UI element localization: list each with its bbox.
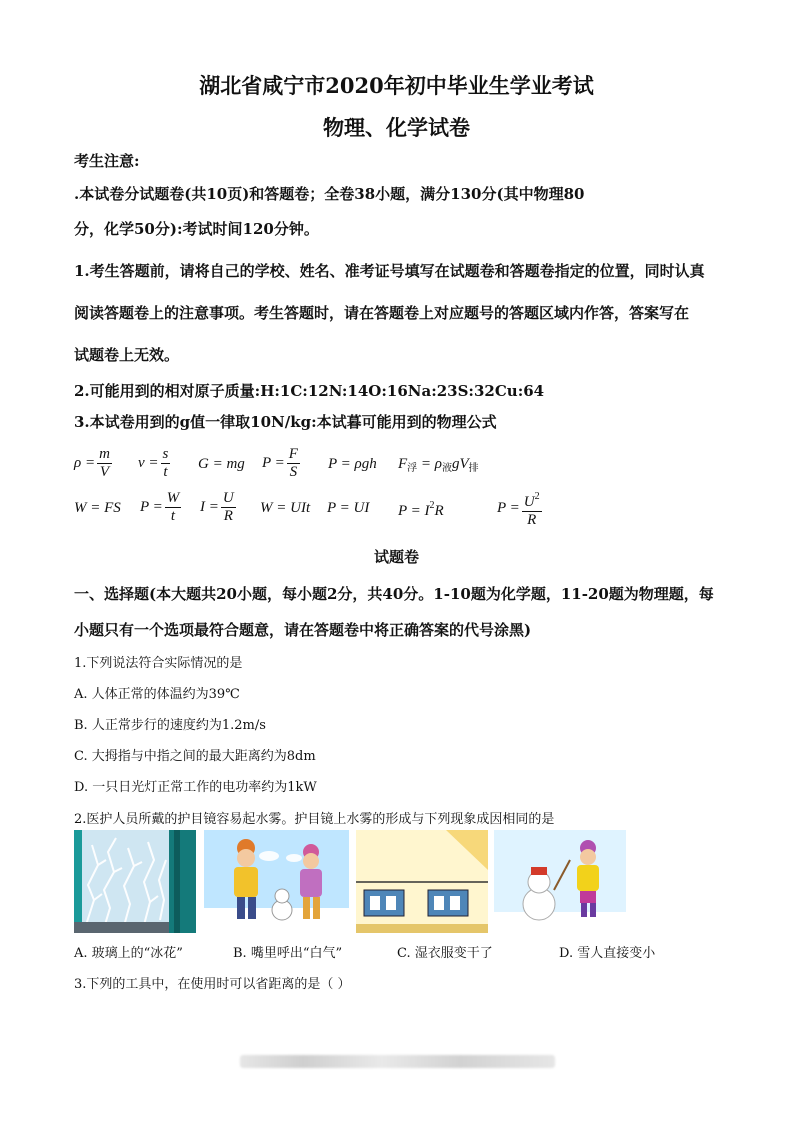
question-1-option-a: A. 人体正常的体温约为39℃ <box>74 687 240 702</box>
formula-density: ρ = $\frac{m}{V}$ <box>74 446 110 480</box>
formula-gravity: G = mg <box>198 456 245 472</box>
formula-buoyancy: $F_浮 = \rho_液gV_排$ <box>398 456 479 474</box>
formula-electric-work: W = UIt <box>260 500 311 516</box>
formula-pressure: P = $\frac{F}{S}$ <box>262 446 298 480</box>
notice-heading: 考生注意: <box>74 152 140 170</box>
section-heading: 小题只有一个选项最符合题意，请在答题卷中将正确答案的代号涂黑) <box>74 621 532 639</box>
notice-line: 1.考生答题前，请将自己的学校、姓名、准考证号填写在试题卷和答题卷指定的位置，同时认真 <box>74 262 705 280</box>
question-1-option-d: D. 一只日光灯正常工作的电功率约为1kW <box>74 780 317 795</box>
paper-label: 试题卷 <box>373 548 419 566</box>
formula-speed: v = $\frac{s}{t}$ <box>138 446 169 480</box>
question-1-stem: 1.下列说法符合实际情况的是 <box>74 656 243 671</box>
formula-power-resistance: P = $\frac{U^2}{R}$ <box>497 488 544 529</box>
blurred-watermark <box>240 1055 555 1068</box>
exam-subtitle: 物理、化学试卷 <box>323 115 470 140</box>
notice-line: .本试卷分试题卷(共10页)和答题卷；全卷38小题，满分130分(其中物理80 <box>74 185 585 203</box>
formula-work: W = FS <box>74 500 121 516</box>
question-2-option-c: C. 湿衣服变干了 <box>397 946 493 961</box>
formula-power: P = $\frac{W}{t}$ <box>140 490 180 524</box>
formula-electric-power: P = UI <box>327 500 370 516</box>
section-heading: 一、选择题(本大题共20小题，每小题2分，共40分。1-10题为化学题，11-20题为物理题，每 <box>74 585 714 603</box>
formula-ohm: I = $\frac{U}{R}$ <box>200 490 234 524</box>
drying-clothes-image <box>356 830 488 933</box>
ice-flower-window-image <box>74 830 196 933</box>
question-2-option-d: D. 雪人直接变小 <box>559 946 656 961</box>
notice-line: 试题卷上无效。 <box>74 346 180 364</box>
exam-title: 湖北省咸宁市2020年初中毕业生学业考试 <box>199 73 594 98</box>
snowman-image <box>494 830 626 933</box>
notice-line: 分，化学50分):考试时间120分钟。 <box>74 220 319 238</box>
question-2-stem: 2.医护人员所戴的护目镜容易起水雾。护目镜上水雾的形成与下列现象成因相同的是 <box>74 812 555 827</box>
breath-white-gas-image <box>204 830 349 933</box>
question-2-option-a: A. 玻璃上的“冰花” <box>74 946 183 961</box>
question-3-stem: 3.下列的工具中，在使用时可以省距离的是（ ） <box>74 977 351 992</box>
notice-line: 阅读答题卷上的注意事项。考生答题时，请在答题卷上对应题号的答题区域内作答，答案写在 <box>74 304 690 322</box>
formula-liquid-pressure: P = ρgh <box>328 456 377 472</box>
question-1-option-c: C. 大拇指与中指之间的最大距离约为8dm <box>74 749 316 764</box>
question-1-option-b: B. 人正常步行的速度约为1.2m/s <box>74 718 266 733</box>
formula-joule-power: $P = I^2R$ <box>398 500 444 519</box>
gravity-line: 3.本试卷用到的g值一律取10N/kg:本试暮可能用到的物理公式 <box>74 413 497 431</box>
question-2-option-b: B. 嘴里呼出“白气” <box>233 946 343 961</box>
atomic-mass-line: 2.可能用到的相对原子质量:H:1C:12N:14O:16Na:23S:32Cu:64 <box>74 382 545 400</box>
